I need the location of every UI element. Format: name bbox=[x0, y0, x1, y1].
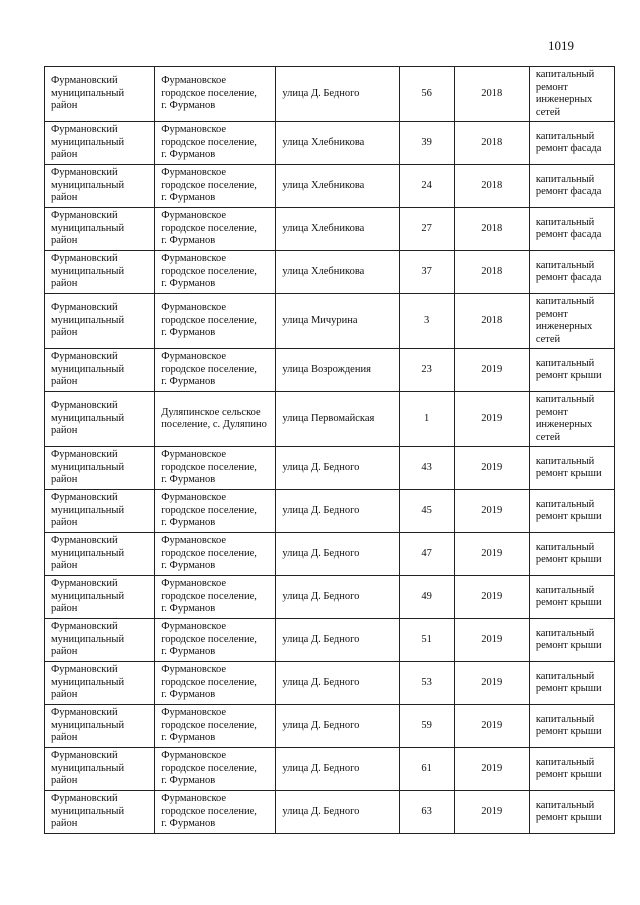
table-row bbox=[45, 490, 615, 533]
settlement-cell bbox=[155, 392, 276, 447]
district-cell bbox=[45, 67, 155, 122]
house-number-cell bbox=[399, 490, 454, 533]
work-type-cell bbox=[529, 576, 614, 619]
table-row bbox=[45, 619, 615, 662]
house-number-cell-text: 56 bbox=[421, 87, 432, 99]
house-number-cell-text: 51 bbox=[421, 633, 432, 645]
district-cell-text: Фурмановский муниципальный район bbox=[51, 793, 125, 830]
year-cell-text: 2018 bbox=[481, 136, 503, 148]
settlement-cell bbox=[155, 662, 276, 705]
work-type-cell-text: капитальный ремонт крыши bbox=[535, 713, 602, 737]
year-cell-text: 2019 bbox=[481, 676, 503, 688]
year-cell bbox=[454, 251, 529, 294]
year-cell-text: 2019 bbox=[481, 363, 503, 375]
year-cell-text: 2018 bbox=[481, 265, 503, 277]
settlement-cell-text: Фурмановское городское поселение, г. Фурманов bbox=[161, 167, 257, 204]
house-number-cell-text: 47 bbox=[421, 547, 432, 559]
work-type-cell bbox=[529, 349, 614, 392]
district-cell-text: Фурмановский муниципальный район bbox=[51, 535, 125, 572]
street-cell bbox=[276, 533, 399, 576]
street-cell-text: улица Д. Бедного bbox=[282, 461, 360, 473]
district-cell-text: Фурмановский муниципальный район bbox=[51, 167, 125, 204]
house-number-cell bbox=[399, 208, 454, 251]
settlement-cell-text: Фурмановское городское поселение, г. Фурманов bbox=[161, 253, 257, 290]
street-cell bbox=[276, 251, 399, 294]
street-cell-text: улица Возрождения bbox=[282, 363, 371, 375]
work-type-cell-text: капитальный ремонт фасада bbox=[535, 216, 602, 240]
year-cell bbox=[454, 208, 529, 251]
district-cell-text: Фурмановский муниципальный район bbox=[51, 210, 125, 247]
district-cell-text: Фурмановский муниципальный район bbox=[51, 253, 125, 290]
year-cell-text: 2018 bbox=[481, 314, 503, 326]
year-cell bbox=[454, 122, 529, 165]
street-cell bbox=[276, 705, 399, 748]
house-number-cell-text: 59 bbox=[421, 719, 432, 731]
house-number-cell-text: 61 bbox=[421, 762, 432, 774]
settlement-cell bbox=[155, 490, 276, 533]
street-cell-text: улица Хлебникова bbox=[282, 222, 365, 234]
settlement-cell bbox=[155, 208, 276, 251]
street-cell-text: улица Хлебникова bbox=[282, 179, 365, 191]
year-cell-text: 2019 bbox=[481, 461, 503, 473]
year-cell-text: 2019 bbox=[481, 504, 503, 516]
work-type-cell bbox=[529, 392, 614, 447]
settlement-cell bbox=[155, 791, 276, 834]
district-cell-text: Фурмановский муниципальный район bbox=[51, 621, 125, 658]
work-type-cell bbox=[529, 251, 614, 294]
settlement-cell-text: Фурмановское городское поселение, г. Фурманов bbox=[161, 621, 257, 658]
table-row bbox=[45, 533, 615, 576]
district-cell bbox=[45, 392, 155, 447]
district-cell-text: Фурмановский муниципальный район bbox=[51, 578, 125, 615]
street-cell-text: улица Д. Бедного bbox=[282, 676, 360, 688]
street-cell-text: улица Хлебникова bbox=[282, 136, 365, 148]
district-cell bbox=[45, 349, 155, 392]
year-cell-text: 2018 bbox=[481, 179, 503, 191]
settlement-cell-text: Фурмановское городское поселение, г. Фурманов bbox=[161, 75, 257, 112]
settlement-cell-text: Фурмановское городское поселение, г. Фурманов bbox=[161, 535, 257, 572]
work-type-cell bbox=[529, 533, 614, 576]
house-number-cell-text: 37 bbox=[421, 265, 432, 277]
house-number-cell bbox=[399, 705, 454, 748]
street-cell bbox=[276, 662, 399, 705]
year-cell bbox=[454, 294, 529, 349]
settlement-cell-text: Фурмановское городское поселение, г. Фурманов bbox=[161, 664, 257, 701]
work-type-cell bbox=[529, 294, 614, 349]
page-number: 1019 bbox=[548, 38, 574, 53]
year-cell-text: 2019 bbox=[481, 762, 503, 774]
year-cell-text: 2019 bbox=[481, 805, 503, 817]
house-number-cell bbox=[399, 392, 454, 447]
year-cell bbox=[454, 576, 529, 619]
district-cell bbox=[45, 208, 155, 251]
settlement-cell bbox=[155, 251, 276, 294]
district-cell-text: Фурмановский муниципальный район bbox=[51, 75, 125, 112]
year-cell bbox=[454, 791, 529, 834]
district-cell bbox=[45, 748, 155, 791]
work-type-cell-text: капитальный ремонт фасада bbox=[535, 173, 602, 197]
street-cell-text: улица Д. Бедного bbox=[282, 719, 360, 731]
table-row bbox=[45, 294, 615, 349]
house-number-cell-text: 23 bbox=[421, 363, 432, 375]
house-number-cell bbox=[399, 294, 454, 349]
work-type-cell-text: капитальный ремонт крыши bbox=[535, 756, 602, 780]
work-type-cell-text: капитальный ремонт крыши bbox=[535, 498, 602, 522]
settlement-cell-text: Дуляпинское сельское поселение, с. Дуляпино bbox=[161, 406, 267, 430]
year-cell-text: 2019 bbox=[481, 590, 503, 602]
work-type-cell bbox=[529, 748, 614, 791]
street-cell bbox=[276, 122, 399, 165]
work-type-cell-text: капитальный ремонт инженерных сетей bbox=[535, 394, 595, 443]
street-cell bbox=[276, 791, 399, 834]
street-cell-text: улица Хлебникова bbox=[282, 265, 365, 277]
year-cell bbox=[454, 165, 529, 208]
house-number-cell bbox=[399, 791, 454, 834]
year-cell bbox=[454, 705, 529, 748]
year-cell-text: 2019 bbox=[481, 719, 503, 731]
year-cell bbox=[454, 748, 529, 791]
street-cell bbox=[276, 67, 399, 122]
year-cell-text: 2019 bbox=[481, 412, 503, 424]
street-cell bbox=[276, 490, 399, 533]
settlement-cell-text: Фурмановское городское поселение, г. Фурманов bbox=[161, 793, 257, 830]
house-number-cell bbox=[399, 349, 454, 392]
year-cell-text: 2018 bbox=[481, 87, 503, 99]
house-number-cell bbox=[399, 748, 454, 791]
house-number-cell bbox=[399, 619, 454, 662]
year-cell bbox=[454, 662, 529, 705]
house-number-cell-text: 45 bbox=[421, 504, 432, 516]
house-number-cell-text: 1 bbox=[424, 412, 430, 424]
district-cell bbox=[45, 294, 155, 349]
street-cell-text: улица Д. Бедного bbox=[282, 547, 360, 559]
house-number-cell bbox=[399, 447, 454, 490]
work-type-cell bbox=[529, 208, 614, 251]
table-row bbox=[45, 662, 615, 705]
table-row bbox=[45, 392, 615, 447]
work-type-cell-text: капитальный ремонт крыши bbox=[535, 670, 602, 694]
district-cell-text: Фурмановский муниципальный район bbox=[51, 707, 125, 744]
street-cell bbox=[276, 208, 399, 251]
year-cell-text: 2018 bbox=[481, 222, 503, 234]
table-body bbox=[45, 67, 615, 834]
settlement-cell-text: Фурмановское городское поселение, г. Фурманов bbox=[161, 578, 257, 615]
district-cell-text: Фурмановский муниципальный район bbox=[51, 750, 125, 787]
district-cell bbox=[45, 447, 155, 490]
district-cell bbox=[45, 576, 155, 619]
district-cell-text: Фурмановский муниципальный район bbox=[51, 124, 125, 161]
table-row bbox=[45, 67, 615, 122]
settlement-cell bbox=[155, 294, 276, 349]
district-cell-text: Фурмановский муниципальный район bbox=[51, 664, 125, 701]
house-number-cell bbox=[399, 533, 454, 576]
street-cell-text: улица Д. Бедного bbox=[282, 633, 360, 645]
settlement-cell-text: Фурмановское городское поселение, г. Фурманов bbox=[161, 351, 257, 388]
house-number-cell bbox=[399, 67, 454, 122]
settlement-cell-text: Фурмановское городское поселение, г. Фурманов bbox=[161, 302, 257, 339]
district-cell-text: Фурмановский муниципальный район bbox=[51, 449, 125, 486]
repair-schedule-table bbox=[44, 66, 615, 834]
settlement-cell bbox=[155, 122, 276, 165]
district-cell-text: Фурмановский муниципальный район bbox=[51, 351, 125, 388]
settlement-cell bbox=[155, 705, 276, 748]
table-row bbox=[45, 208, 615, 251]
street-cell bbox=[276, 576, 399, 619]
street-cell bbox=[276, 349, 399, 392]
work-type-cell bbox=[529, 662, 614, 705]
work-type-cell bbox=[529, 447, 614, 490]
work-type-cell bbox=[529, 165, 614, 208]
table-row bbox=[45, 748, 615, 791]
year-cell bbox=[454, 392, 529, 447]
district-cell bbox=[45, 533, 155, 576]
district-cell-text: Фурмановский муниципальный район bbox=[51, 492, 125, 529]
street-cell-text: улица Д. Бедного bbox=[282, 762, 360, 774]
district-cell bbox=[45, 165, 155, 208]
year-cell-text: 2019 bbox=[481, 633, 503, 645]
table-row bbox=[45, 576, 615, 619]
year-cell-text: 2019 bbox=[481, 547, 503, 559]
house-number-cell-text: 39 bbox=[421, 136, 432, 148]
work-type-cell bbox=[529, 705, 614, 748]
table-row bbox=[45, 122, 615, 165]
work-type-cell-text: капитальный ремонт крыши bbox=[535, 455, 602, 479]
year-cell bbox=[454, 447, 529, 490]
house-number-cell-text: 49 bbox=[421, 590, 432, 602]
settlement-cell-text: Фурмановское городское поселение, г. Фурманов bbox=[161, 210, 257, 247]
district-cell bbox=[45, 705, 155, 748]
street-cell-text: улица Д. Бедного bbox=[282, 805, 360, 817]
district-cell bbox=[45, 662, 155, 705]
year-cell bbox=[454, 619, 529, 662]
house-number-cell-text: 53 bbox=[421, 676, 432, 688]
settlement-cell bbox=[155, 533, 276, 576]
district-cell-text: Фурмановский муниципальный район bbox=[51, 400, 125, 437]
house-number-cell-text: 3 bbox=[424, 314, 430, 326]
year-cell bbox=[454, 67, 529, 122]
settlement-cell bbox=[155, 748, 276, 791]
house-number-cell bbox=[399, 165, 454, 208]
work-type-cell-text: капитальный ремонт крыши bbox=[535, 541, 602, 565]
work-type-cell bbox=[529, 67, 614, 122]
settlement-cell-text: Фурмановское городское поселение, г. Фурманов bbox=[161, 449, 257, 486]
table-row bbox=[45, 791, 615, 834]
district-cell-text: Фурмановский муниципальный район bbox=[51, 302, 125, 339]
street-cell-text: улица Первомайская bbox=[282, 412, 375, 424]
work-type-cell-text: капитальный ремонт крыши bbox=[535, 627, 602, 651]
district-cell bbox=[45, 791, 155, 834]
work-type-cell-text: капитальный ремонт фасада bbox=[535, 259, 602, 283]
district-cell bbox=[45, 619, 155, 662]
settlement-cell-text: Фурмановское городское поселение, г. Фурманов bbox=[161, 492, 257, 529]
street-cell bbox=[276, 392, 399, 447]
settlement-cell bbox=[155, 576, 276, 619]
street-cell bbox=[276, 447, 399, 490]
settlement-cell-text: Фурмановское городское поселение, г. Фурманов bbox=[161, 750, 257, 787]
settlement-cell-text: Фурмановское городское поселение, г. Фурманов bbox=[161, 124, 257, 161]
street-cell-text: улица Д. Бедного bbox=[282, 504, 360, 516]
settlement-cell bbox=[155, 165, 276, 208]
settlement-cell bbox=[155, 67, 276, 122]
house-number-cell-text: 24 bbox=[421, 179, 432, 191]
house-number-cell bbox=[399, 251, 454, 294]
district-cell bbox=[45, 490, 155, 533]
table-row bbox=[45, 165, 615, 208]
table-row bbox=[45, 251, 615, 294]
work-type-cell-text: капитальный ремонт инженерных сетей bbox=[535, 69, 595, 118]
house-number-cell bbox=[399, 122, 454, 165]
street-cell bbox=[276, 748, 399, 791]
street-cell bbox=[276, 619, 399, 662]
house-number-cell bbox=[399, 662, 454, 705]
settlement-cell bbox=[155, 447, 276, 490]
work-type-cell bbox=[529, 490, 614, 533]
work-type-cell-text: капитальный ремонт фасада bbox=[535, 130, 602, 154]
table-row bbox=[45, 349, 615, 392]
settlement-cell bbox=[155, 619, 276, 662]
house-number-cell-text: 27 bbox=[421, 222, 432, 234]
street-cell bbox=[276, 165, 399, 208]
year-cell bbox=[454, 490, 529, 533]
settlement-cell bbox=[155, 349, 276, 392]
table-row bbox=[45, 447, 615, 490]
street-cell-text: улица Д. Бедного bbox=[282, 590, 360, 602]
work-type-cell bbox=[529, 791, 614, 834]
street-cell-text: улица Д. Бедного bbox=[282, 87, 360, 99]
house-number-cell-text: 43 bbox=[421, 461, 432, 473]
house-number-cell-text: 63 bbox=[421, 805, 432, 817]
work-type-cell bbox=[529, 619, 614, 662]
work-type-cell-text: капитальный ремонт крыши bbox=[535, 584, 602, 608]
district-cell bbox=[45, 122, 155, 165]
work-type-cell bbox=[529, 122, 614, 165]
work-type-cell-text: капитальный ремонт крыши bbox=[535, 357, 602, 381]
year-cell bbox=[454, 533, 529, 576]
street-cell-text: улица Мичурина bbox=[282, 314, 358, 326]
work-type-cell-text: капитальный ремонт крыши bbox=[535, 799, 602, 823]
district-cell bbox=[45, 251, 155, 294]
work-type-cell-text: капитальный ремонт инженерных сетей bbox=[535, 296, 595, 345]
table-row bbox=[45, 705, 615, 748]
street-cell bbox=[276, 294, 399, 349]
year-cell bbox=[454, 349, 529, 392]
settlement-cell-text: Фурмановское городское поселение, г. Фурманов bbox=[161, 707, 257, 744]
house-number-cell bbox=[399, 576, 454, 619]
